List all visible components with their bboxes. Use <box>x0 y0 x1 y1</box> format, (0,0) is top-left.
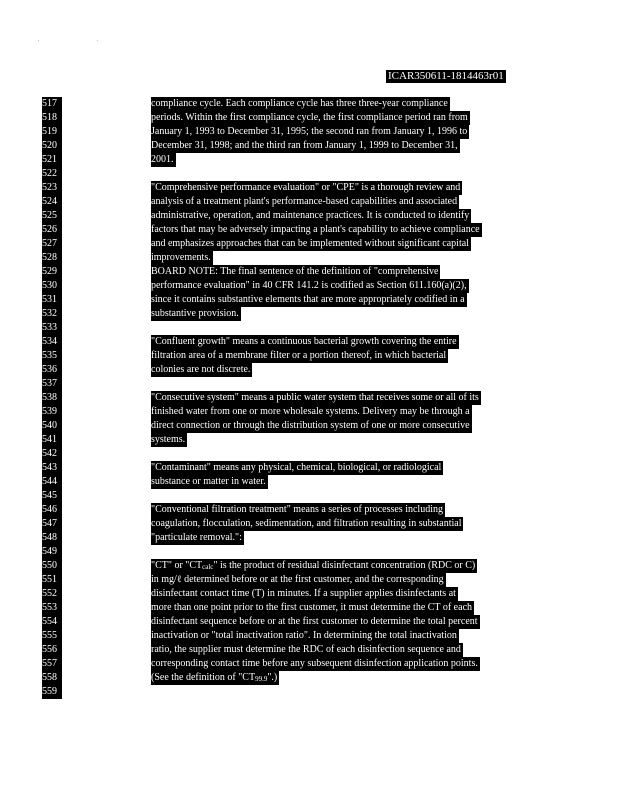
text-line: disinfectant contact time (T) in minutes. If a supplier applies disinfectants at <box>151 588 456 599</box>
line-number: 540 <box>42 420 57 431</box>
line-number: 555 <box>42 630 57 641</box>
text-line: and emphasizes approaches that can be implemented without significant capital <box>151 238 469 249</box>
line-number: 520 <box>42 140 57 151</box>
line-number: 523 <box>42 182 57 193</box>
line-number: 529 <box>42 266 57 277</box>
scan-specks: ' ' <box>38 40 126 46</box>
board-note-line: BOARD NOTE: The final sentence of the definition of "comprehensive <box>151 266 439 277</box>
line-number: 538 <box>42 392 57 403</box>
line-number: 541 <box>42 434 57 445</box>
text-line: performance evaluation" in 40 CFR 141.2 is codified as Section 611.160(a)(2), <box>151 280 467 291</box>
line-number: 544 <box>42 476 57 487</box>
ct-text: " is the product of residual disinfectant concentration (RDC or C) <box>213 560 476 571</box>
text-line: factors that may be adversely impacting a plant's capability to achieve compliance <box>151 224 480 235</box>
text-line: disinfectant sequence before or at the first customer to determine the total percent <box>151 616 478 627</box>
line-number: 531 <box>42 294 57 305</box>
line-number: 547 <box>42 518 57 529</box>
line-number: 521 <box>42 154 57 165</box>
text-line: "Comprehensive performance evaluation" or "CPE" is a thorough review and <box>151 182 461 193</box>
line-number: 556 <box>42 644 57 655</box>
text-line: corresponding contact time before any subsequent disinfection application points. <box>151 658 478 669</box>
calc-subscript: calc <box>202 563 214 571</box>
line-number: 536 <box>42 364 57 375</box>
text-line: direct connection or through the distribution system of one or more consecutive <box>151 420 470 431</box>
line-number: 539 <box>42 406 57 417</box>
text-line: compliance cycle. Each compliance cycle has three three-year compliance <box>151 98 448 109</box>
line-number: 535 <box>42 350 57 361</box>
paragraph-cpe-definition <box>151 181 482 321</box>
text-line: December 31, 1998; and the third ran from January 1, 1999 to December 31, <box>151 140 458 151</box>
line-number: 558 <box>42 672 57 683</box>
text-line: January 1, 1993 to December 31, 1995; the second ran from January 1, 1996 to <box>151 126 468 137</box>
line-number: 528 <box>42 252 57 263</box>
text-line: since it contains substantive elements that are more appropriately codified in a <box>151 294 465 305</box>
paragraph-compliance-cycle <box>151 97 470 167</box>
text-line: analysis of a treatment plant's performance-based capabilities and associated <box>151 196 458 207</box>
paragraph-conventional-filtration <box>151 503 463 545</box>
text-line: periods. Within the first compliance cycle, the first compliance period ran from <box>151 112 468 123</box>
text-line: ratio, the supplier must determine the RDC of each disinfection sequence and <box>151 644 461 655</box>
line-number: 557 <box>42 658 57 669</box>
text-line: 2001. <box>151 154 174 165</box>
line-number: 548 <box>42 532 57 543</box>
text-line: "particulate removal.": <box>151 532 242 543</box>
line-number: 522 <box>42 168 57 179</box>
paragraph-ct-definition <box>151 559 480 685</box>
text-line: substantive provision. <box>151 308 239 319</box>
text-line: filtration area of a membrane filter or a portion thereof, in which bacterial <box>151 350 447 361</box>
line-number: 537 <box>42 378 57 389</box>
line-number: 545 <box>42 490 57 501</box>
line-number: 533 <box>42 322 57 333</box>
line-number: 542 <box>42 448 57 459</box>
text-line: "Consecutive system" means a public water system that receives some or all of its <box>151 392 479 403</box>
line-number: 525 <box>42 210 57 221</box>
paragraph-confluent-growth <box>151 335 459 377</box>
text-line: finished water from one or more wholesale systems. Delivery may be through a <box>151 406 470 417</box>
text-line: improvements. <box>151 252 211 263</box>
document-id-stamp: ICAR350611-1814463r01 <box>388 70 504 82</box>
line-number: 526 <box>42 224 57 235</box>
text-line: inactivation or "total inactivation ratio". In determining the total inactivation <box>151 630 457 641</box>
line-number-column <box>42 97 62 699</box>
text-line: "Conventional filtration treatment" means a series of processes including <box>151 504 443 515</box>
see-definition-text: (See the definition of "CT <box>151 672 256 683</box>
text-line: coagulation, flocculation, sedimentation, and filtration resulting in substantial <box>151 518 462 529</box>
line-number: 552 <box>42 588 57 599</box>
line-number: 524 <box>42 196 57 207</box>
line-number: 534 <box>42 336 57 347</box>
text-line: colonies are not discrete. <box>151 364 251 375</box>
text-line: "Contaminant" means any physical, chemical, biological, or radiological <box>151 462 442 473</box>
ct999-subscript: 99.9 <box>255 675 268 683</box>
line-number: 517 <box>42 98 57 109</box>
line-number: 549 <box>42 546 57 557</box>
text-line <box>151 671 279 685</box>
text-line: substance or matter in water. <box>151 476 266 487</box>
line-number: 519 <box>42 126 57 137</box>
line-number: 553 <box>42 602 57 613</box>
line-number: 546 <box>42 504 57 515</box>
line-number: 554 <box>42 616 57 627</box>
line-number: 551 <box>42 574 57 585</box>
line-number: 559 <box>42 686 57 697</box>
line-number: 550 <box>42 560 57 571</box>
text-line: in mg/ℓ determined before or at the first customer, and the corresponding <box>151 574 444 585</box>
line-number: 518 <box>42 112 57 123</box>
paragraph-contaminant <box>151 461 443 489</box>
text-line: systems. <box>151 434 186 445</box>
text-line: more than one point prior to the first customer, it must determine the CT of each <box>151 602 473 613</box>
text-line: administrative, operation, and maintenance practices. It is conducted to identify <box>151 210 470 221</box>
line-number: 527 <box>42 238 57 249</box>
text-line: "Confluent growth" means a continuous bacterial growth covering the entire <box>151 336 457 347</box>
paragraph-consecutive-system <box>151 391 481 447</box>
ct-text: "CT" or "CT <box>151 560 203 571</box>
line-number: 532 <box>42 308 57 319</box>
see-definition-text: ".) <box>267 672 278 683</box>
line-number: 530 <box>42 280 57 291</box>
line-number: 543 <box>42 462 57 473</box>
text-line <box>151 559 477 573</box>
